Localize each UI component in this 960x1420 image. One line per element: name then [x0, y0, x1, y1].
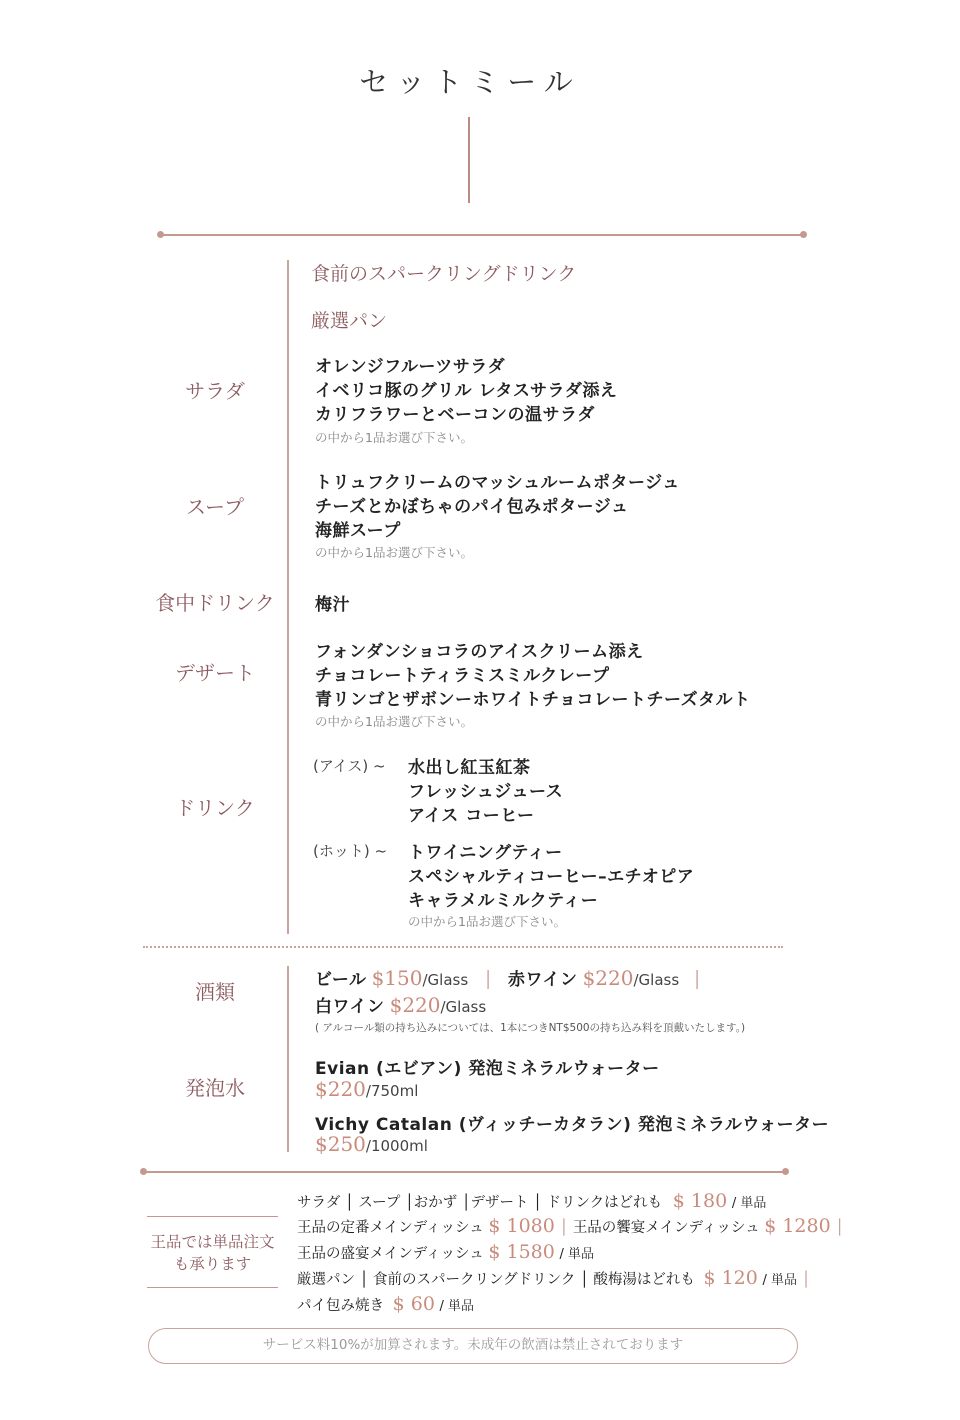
ala-carte-line-1	[297, 1190, 766, 1212]
title-divider	[468, 117, 470, 203]
dessert-item: フォンダンショコラのアイスクリーム添え	[315, 642, 644, 662]
ala-carte-unit: / 単品	[439, 1299, 475, 1314]
dessert-item: チョコレートティラミスミルクレープ	[315, 666, 610, 686]
hot-drink-item: トワイニングティー	[408, 843, 563, 863]
salad-item: カリフラワーとベーコンの温サラダ	[315, 405, 595, 425]
ala-carte-line-4	[297, 1267, 810, 1289]
evian-price: $220	[315, 1077, 366, 1101]
hot-label: (ホット) ~	[313, 842, 388, 860]
ala-carte-line-2	[297, 1215, 844, 1237]
ala-carte-line-5	[297, 1293, 474, 1315]
hot-drink-item: キャラメルミルクティー	[408, 891, 599, 911]
red-wine-unit: /Glass	[633, 971, 680, 989]
vichy-price-row	[315, 1132, 428, 1156]
ala-carte-unit: / 単品	[559, 1247, 594, 1262]
vichy-name: Vichy Catalan (ヴィッチーカタラン) 発泡ミネラルウォーター	[315, 1115, 830, 1135]
alcohol-note: ( アルコール類の持ち込みについては、1本につきNT$500の持ち込み料を頂戴いたします。)	[315, 1022, 746, 1034]
ala-carte-line-3	[297, 1241, 594, 1263]
ala-carte-text: パイ包み焼き	[297, 1298, 384, 1314]
ala-carte-price: $ 1080	[488, 1215, 555, 1237]
rule-dot-right	[800, 231, 807, 238]
ala-carte-text: 王品の饗宴メインディッシュ	[572, 1220, 760, 1236]
soup-item: トリュフクリームのマッシュルームポタージュ	[315, 473, 680, 493]
ala-carte-text: 王品の定番メインディッシュ	[297, 1220, 484, 1236]
evian-price-row	[315, 1077, 418, 1101]
rule-dot-right	[782, 1168, 789, 1175]
separator: │	[559, 1220, 569, 1236]
evian-name: Evian (エビアン) 発泡ミネラルウォーター	[315, 1059, 660, 1079]
category-mid-drink: 食中ドリンク	[155, 591, 275, 615]
pre-drink: 食前のスパークリングドリンク	[311, 263, 577, 285]
ala-carte-unit: / 単品	[762, 1273, 797, 1288]
category-alcohol: 酒類	[195, 980, 235, 1004]
red-wine-name: 赤ワイン	[507, 970, 578, 990]
soup-item: 海鮮スープ	[315, 521, 401, 541]
separator: │	[692, 970, 702, 989]
white-wine-unit: /Glass	[440, 998, 487, 1016]
ala-carte-price: $ 1280	[764, 1215, 831, 1237]
hot-drink-item: スペシャルティコーヒー–エチオピア	[408, 867, 695, 887]
white-wine-name: 白ワイン	[315, 997, 385, 1017]
category-sparkling: 発泡水	[185, 1076, 245, 1100]
beer-name: ビール	[315, 970, 367, 990]
alcohol-row-2	[315, 992, 486, 1017]
salad-item: オレンジフルーツサラダ	[315, 357, 506, 377]
ala-carte-label: 王品では単品注文も承ります	[147, 1216, 278, 1288]
separator: │	[835, 1220, 845, 1236]
top-rule	[160, 234, 804, 236]
choose-note: の中から1品お選び下さい。	[408, 914, 566, 929]
beer-unit: /Glass	[422, 971, 469, 989]
category-soup: スープ	[186, 495, 244, 519]
ala-carte-price: $ 60	[392, 1293, 435, 1315]
alcohol-row-1	[315, 965, 702, 990]
ice-drink-item: フレッシュジュース	[408, 782, 564, 802]
ala-carte-price: $ 1580	[488, 1241, 555, 1263]
ice-drink-item: アイス コーヒー	[408, 806, 535, 826]
ala-carte-text: 王品の盛宴メインディッシュ	[297, 1246, 484, 1262]
ala-carte-unit: / 単品	[731, 1196, 767, 1211]
vichy-unit: /1000ml	[365, 1137, 428, 1155]
ala-carte-price: $ 180	[672, 1190, 728, 1212]
service-note: サービス料10%が加算されます。未成年の飲酒は禁止されております	[148, 1328, 798, 1364]
category-salad: サラダ	[185, 379, 245, 403]
pre-bread: 厳選パン	[311, 310, 388, 332]
separator: │	[483, 970, 493, 989]
ice-label: (アイス) ~	[313, 757, 386, 775]
vichy-price: $250	[315, 1132, 366, 1156]
page-title: セットミール	[359, 65, 581, 99]
soup-item: チーズとかぼちゃのパイ包みポタージュ	[315, 497, 629, 517]
beer-price: $150	[371, 966, 423, 990]
category-dessert: デザート	[175, 661, 255, 685]
ice-drink-item: 水出し紅玉紅茶	[408, 758, 531, 778]
red-wine-price: $220	[582, 966, 634, 990]
salad-item: イベリコ豚のグリル レタスサラダ添え	[315, 381, 618, 401]
dotted-divider	[143, 946, 783, 948]
ala-carte-text: 厳選パン │ 食前のスパークリングドリンク │ 酸梅湯はどれも	[297, 1272, 695, 1288]
separator: │	[801, 1272, 811, 1288]
mid-drink-item: 梅汁	[315, 595, 350, 615]
bottom-rule	[143, 1171, 785, 1173]
choose-note: の中から1品お選び下さい。	[315, 430, 473, 445]
ala-carte-price: $ 120	[703, 1267, 758, 1289]
category-drink: ドリンク	[175, 796, 255, 820]
ala-carte-text: サラダ │ スープ │おかず │デザート │ ドリンクはどれも	[297, 1195, 663, 1211]
choose-note: の中から1品お選び下さい。	[315, 545, 473, 560]
white-wine-price: $220	[389, 993, 441, 1017]
dessert-item: 青リンゴとザボンーホワイトチョコレートチーズタルト	[315, 690, 751, 710]
choose-note: の中から1品お選び下さい。	[315, 714, 473, 729]
evian-unit: /750ml	[365, 1082, 419, 1100]
